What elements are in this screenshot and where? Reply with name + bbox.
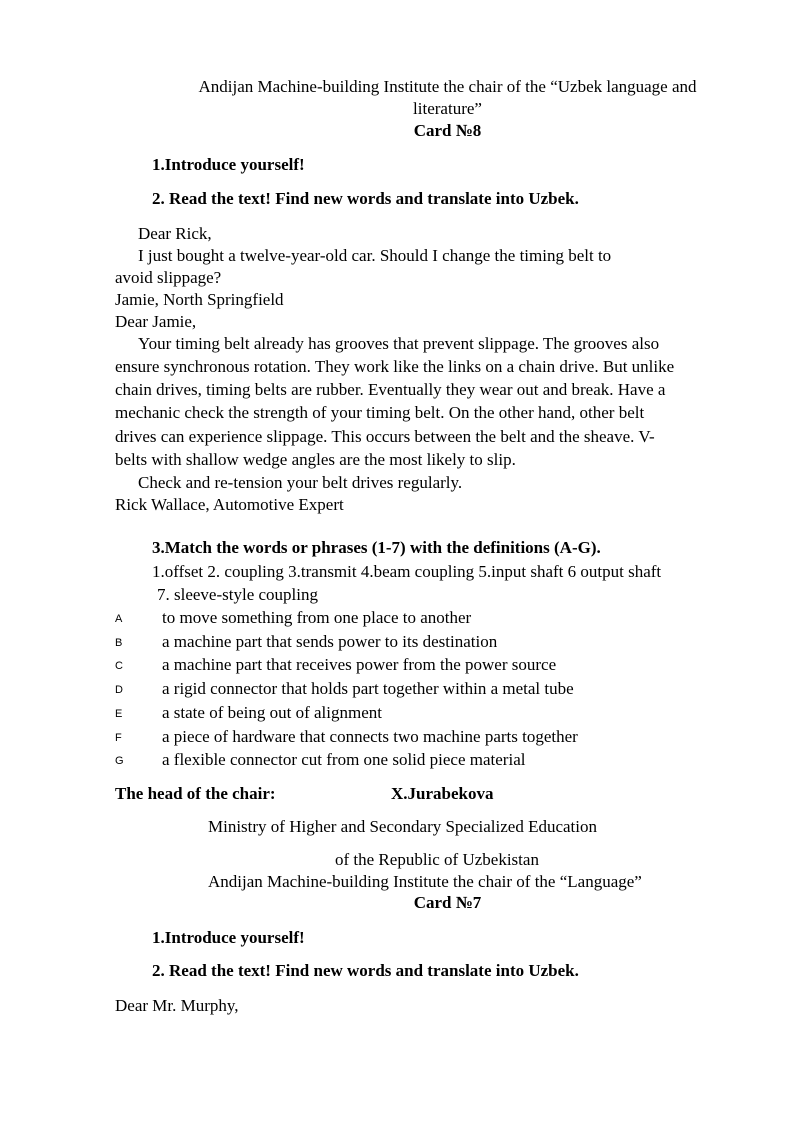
letter-line: chain drives, timing belts are rubber. Eventually they wear out and break. Have a (115, 380, 666, 399)
head-of-chair-label: The head of the chair: (115, 784, 276, 803)
definition-letter: C (115, 660, 123, 672)
card7-greeting: Dear Mr. Murphy, (115, 996, 239, 1015)
letter-line: ensure synchronous rotation. They work like the links on a chain drive. But unlike (115, 357, 675, 376)
letter-line: belts with shallow wedge angles are the most likely to slip. (115, 450, 516, 469)
definition-letter: B (115, 637, 123, 649)
definition-text: a rigid connector that holds part together within a metal tube (162, 679, 574, 698)
letter-line: Dear Jamie, (115, 312, 197, 331)
definition-text: a machine part that sends power to its destination (162, 632, 498, 651)
card8-header-line1: Andijan Machine-building Institute the chair of the “Uzbek language and (198, 77, 697, 96)
ministry-line1: Ministry of Higher and Secondary Specialized Education (208, 817, 597, 836)
card7-title: Card №7 (413, 893, 482, 912)
letter-line: avoid slippage? (115, 268, 222, 287)
letter-line: Your timing belt already has grooves that prevent slippage. The grooves also (138, 334, 660, 353)
ministry-line2: of the Republic of Uzbekistan (335, 850, 539, 869)
definition-text: to move something from one place to another (162, 608, 472, 627)
words-list-line2: 7. sleeve-style coupling (157, 585, 318, 604)
definition-letter: E (115, 708, 123, 720)
card7-task2: 2. Read the text! Find new words and translate into Uzbek. (152, 961, 579, 980)
card8-task1: 1.Introduce yourself! (152, 155, 305, 174)
definition-text: a state of being out of alignment (162, 703, 382, 722)
definition-text: a flexible connector cut from one solid piece material (162, 750, 526, 769)
letter-line: drives can experience slippage. This occurs between the belt and the sheave. V- (115, 427, 655, 446)
card8-task2: 2. Read the text! Find new words and translate into Uzbek. (152, 189, 579, 208)
card8-title: Card №8 (413, 121, 482, 140)
definition-letter: G (115, 755, 124, 767)
card7-task1: 1.Introduce yourself! (152, 928, 305, 947)
letter-line: Dear Rick, (138, 224, 212, 243)
head-of-chair-name: X.Jurabekova (391, 784, 494, 803)
card8-task3: 3.Match the words or phrases (1-7) with the definitions (A-G). (152, 538, 601, 557)
letter-line: Jamie, North Springfield (115, 290, 284, 309)
definition-text: a piece of hardware that connects two machine parts together (162, 727, 578, 746)
words-list-line1: 1.offset 2. coupling 3.transmit 4.beam coupling 5.input shaft 6 output shaft (152, 562, 662, 581)
definition-letter: F (115, 732, 122, 744)
letter-line: I just bought a twelve-year-old car. Should I change the timing belt to (138, 246, 612, 265)
card8-header-line2: literature” (413, 99, 482, 118)
definition-letter: D (115, 684, 123, 696)
definition-text: a machine part that receives power from the power source (162, 655, 557, 674)
letter-line: Check and re-tension your belt drives regularly. (138, 473, 463, 492)
letter-line: mechanic check the strength of your timing belt. On the other hand, other belt (115, 403, 645, 422)
letter-signature: Rick Wallace, Automotive Expert (115, 495, 344, 514)
card7-header-line: Andijan Machine-building Institute the chair of the “Language” (208, 872, 642, 891)
definition-letter: A (115, 613, 123, 625)
